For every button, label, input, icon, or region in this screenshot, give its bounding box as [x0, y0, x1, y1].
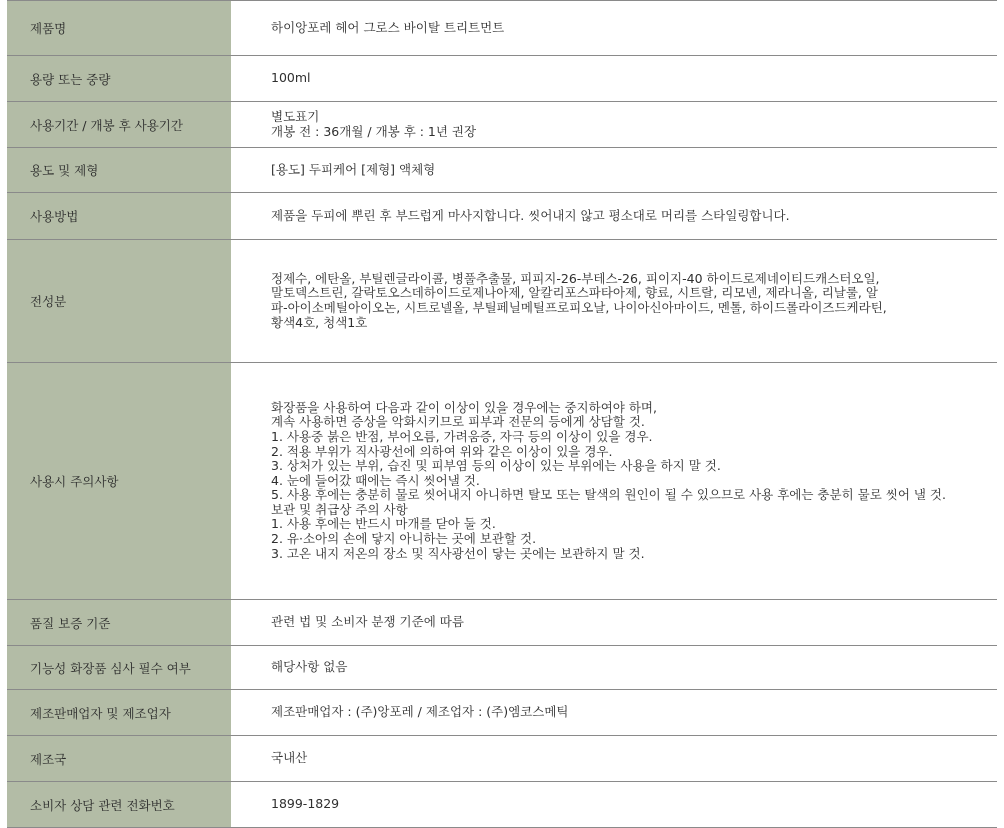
value-phone: 1899-1829: [271, 796, 340, 812]
label-ingredients: 전성분: [7, 240, 231, 363]
label-directions: 사용방법: [7, 193, 231, 240]
label-quality-standard: 품질 보증 기준: [7, 600, 231, 646]
row-functional-review: [7, 646, 997, 690]
label-expiry: 사용기간 / 개봉 후 사용기간: [7, 102, 231, 148]
row-manufacturer: [7, 690, 997, 736]
value-usage-type: [용도] 두피케어 [제형] 액체형: [271, 161, 436, 177]
value-ingredients: 정제수, 에탄올, 부틸렌글라이콜, 병풀추출물, 피피지-26-부테스-26, 피이지-40 하이드로제네이티드캐스터오일, 말토덱스트린, 갈락토오스데하이드로제나아제, 알칼리포스파타아제, 향료, 시트랄, 리모넨, 제라니올, 리날룰, 알 파-아이소메틸아이오논, 시트로넬올, 부틸페닐메틸프로피오날, 나이아신아마이드, 멘톨, 하이드롤라이즈드케라틴, 황색4호, 청색1호: [271, 270, 887, 330]
label-product-name: 제품명: [7, 1, 231, 56]
value-functional-review: 해당사항 없음: [271, 659, 348, 675]
row-quality-standard: [7, 600, 997, 646]
row-precautions: [7, 363, 997, 600]
row-directions: [7, 193, 997, 240]
value-expiry: 별도표기 개봉 전 : 36개월 / 개봉 후 : 1년 권장: [271, 108, 477, 139]
row-country: [7, 736, 997, 782]
value-product-name: 하이앙포레 헤어 그로스 바이탈 트리트먼트: [271, 19, 505, 35]
label-usage-type: 용도 및 제형: [7, 148, 231, 193]
value-volume: 100ml: [271, 70, 311, 86]
product-info-table: [7, 0, 997, 828]
value-quality-standard: 관련 법 및 소비자 분쟁 기준에 따름: [271, 614, 464, 630]
value-directions: 제품을 두피에 뿌린 후 부드럽게 마사지합니다. 씻어내지 않고 평소대로 머리를 스타일링합니다.: [271, 207, 790, 223]
row-product-name: [7, 1, 997, 56]
row-usage-type: [7, 148, 997, 193]
row-volume: [7, 56, 997, 102]
value-manufacturer: 제조판매업자 : (주)앙포레 / 제조업자 : (주)엠코스메틱: [271, 704, 569, 720]
label-phone: 소비자 상담 관련 전화번호: [7, 782, 231, 828]
label-precautions: 사용시 주의사항: [7, 363, 231, 600]
label-manufacturer: 제조판매업자 및 제조업자: [7, 690, 231, 736]
row-phone: [7, 782, 997, 828]
label-volume: 용량 또는 중량: [7, 56, 231, 102]
label-country: 제조국: [7, 736, 231, 782]
row-expiry: [7, 102, 997, 148]
label-functional-review: 기능성 화장품 심사 필수 여부: [7, 646, 231, 690]
value-precautions: 화장품을 사용하여 다음과 같이 이상이 있을 경우에는 중지하여야 하며, 계속 사용하면 증상을 악화시키므로 피부과 전문의 등에게 상담할 것. 1. 사용중 붉은 반점, 부어오름, 가려움증, 자극 등의 이상이 있을 경우. 2. 적용 부위가 직사광선에 의하여 위와 같은 이상이 있을 경우. 3. 상처가 있는 부위, 습진 및 피부염 등의 이상이 있는 부위에는 사용을 하지 말 것. 4. 눈에 들어갔 때에는 즉시 씻어낼 것. 5. 사용 후에는 충분히 물로 씻어내지 아니하면 탈모 또는 탈색의 원인이 될 수 있으므로 사용 후에는 충분히 물로 씻어 낼 것. 보관 및 취급상 주의 사항 1. 사용 후에는 반드시 마개를 닫아 둘 것. 2. 유·소아의 손에 닿지 아니하는 곳에 보관할 것. 3. 고온 내지 저온의 장소 및 직사광선이 닿는 곳에는 보관하지 말 것.: [271, 399, 946, 561]
product-info-sheet: [7, 0, 997, 828]
row-ingredients: [7, 240, 997, 363]
value-country: 국내산: [271, 750, 308, 766]
